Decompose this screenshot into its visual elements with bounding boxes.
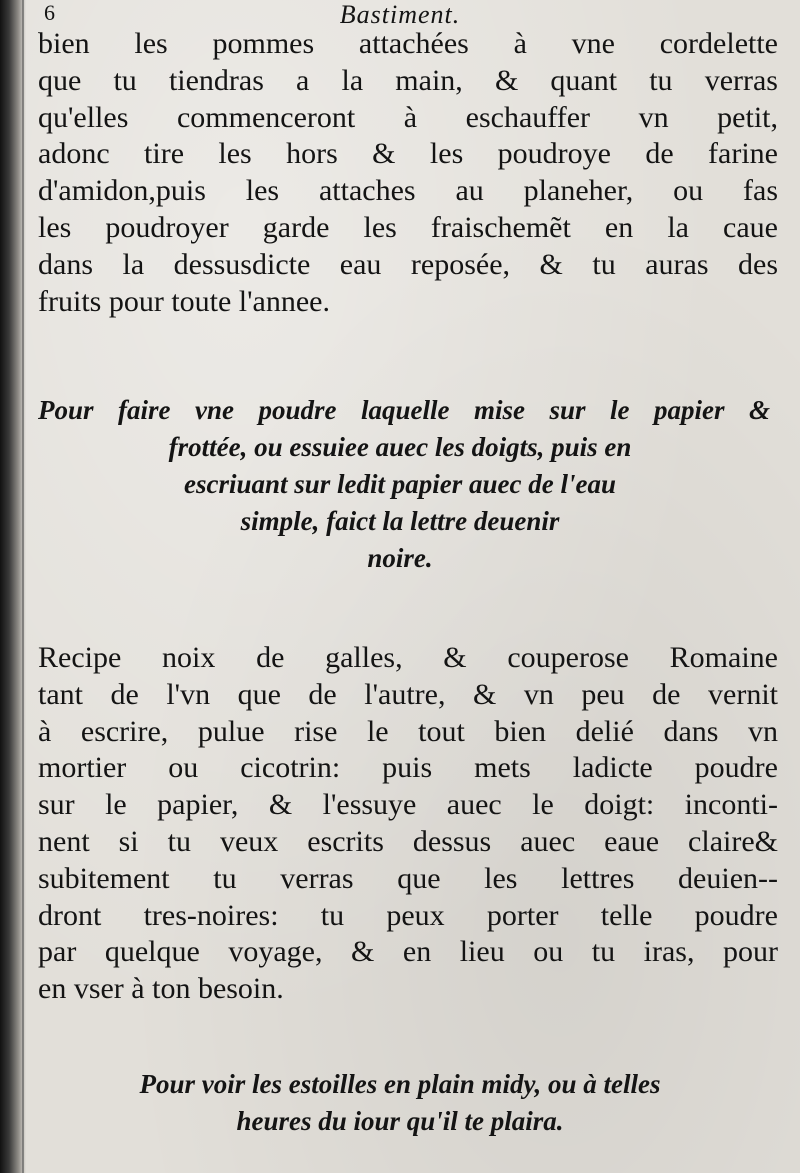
- heading-line: heures du iour qu'il te plaira.: [236, 1106, 564, 1136]
- page-number: 6: [44, 0, 55, 25]
- heading-line: frottée, ou essuiee auec les doigts, puis en: [168, 432, 632, 462]
- text-line: Recipe noix de galles, & couperose Romaine: [38, 641, 778, 674]
- heading-line: escriuant sur ledit papier auec de l'eau: [184, 469, 616, 499]
- text-line: par quelque voyage, & en lieu ou tu iras, pour: [38, 935, 778, 969]
- heading-line: Pour voir les estoilles en plain midy, ou à telles: [139, 1069, 661, 1099]
- text-line: tant de l'vn que de l'autre, & vn peu de vernit: [38, 677, 778, 711]
- running-head: Bastiment.: [339, 0, 461, 29]
- binding-edge-line: [22, 0, 24, 1173]
- text-line: mortier ou cicotrin: puis mets ladicte poudre: [38, 751, 778, 785]
- paragraph-1: [38, 26, 778, 320]
- text-line: subitement tu verras que les lettres deuien--: [38, 861, 778, 895]
- text-line: nent si tu veux escrits dessus auec eaue claire&: [38, 824, 778, 858]
- paragraph-2: [38, 640, 778, 1008]
- text-line: adonc tire les hors & les poudroye de farine: [38, 137, 778, 171]
- heading-line: noire.: [367, 543, 433, 573]
- heading-line: simple, faict la lettre deuenir: [240, 506, 560, 536]
- text-line: en vser à ton besoin.: [38, 972, 284, 1006]
- heading-line: Pour faire vne poudre laquelle mise sur le papier &: [38, 395, 770, 425]
- text-line: que tu tiendras a la main, & quant tu verras: [38, 63, 778, 97]
- text-line: qu'elles commenceront à eschauffer vn petit,: [38, 100, 778, 134]
- text-line: d'amidon,puis les attaches au planeher, ou fas: [38, 174, 778, 208]
- text-line: fruits pour toute l'annee.: [38, 284, 330, 318]
- text-line: bien les pommes attachées à vne cordelette: [38, 27, 778, 60]
- text-line: à escrire, pulue rise le tout bien delié dans vn: [38, 714, 778, 748]
- section-heading-2: [30, 1066, 770, 1140]
- section-heading-1: [30, 392, 770, 577]
- text-line: les poudroyer garde les fraischemẽt en la caue: [38, 210, 778, 244]
- text-line: dront tres-noires: tu peux porter telle poudre: [38, 898, 778, 932]
- text-line: sur le papier, & l'essuye auec le doigt: inconti-: [38, 788, 778, 822]
- text-line: dans la dessusdicte eau reposée, & tu auras des: [38, 247, 778, 281]
